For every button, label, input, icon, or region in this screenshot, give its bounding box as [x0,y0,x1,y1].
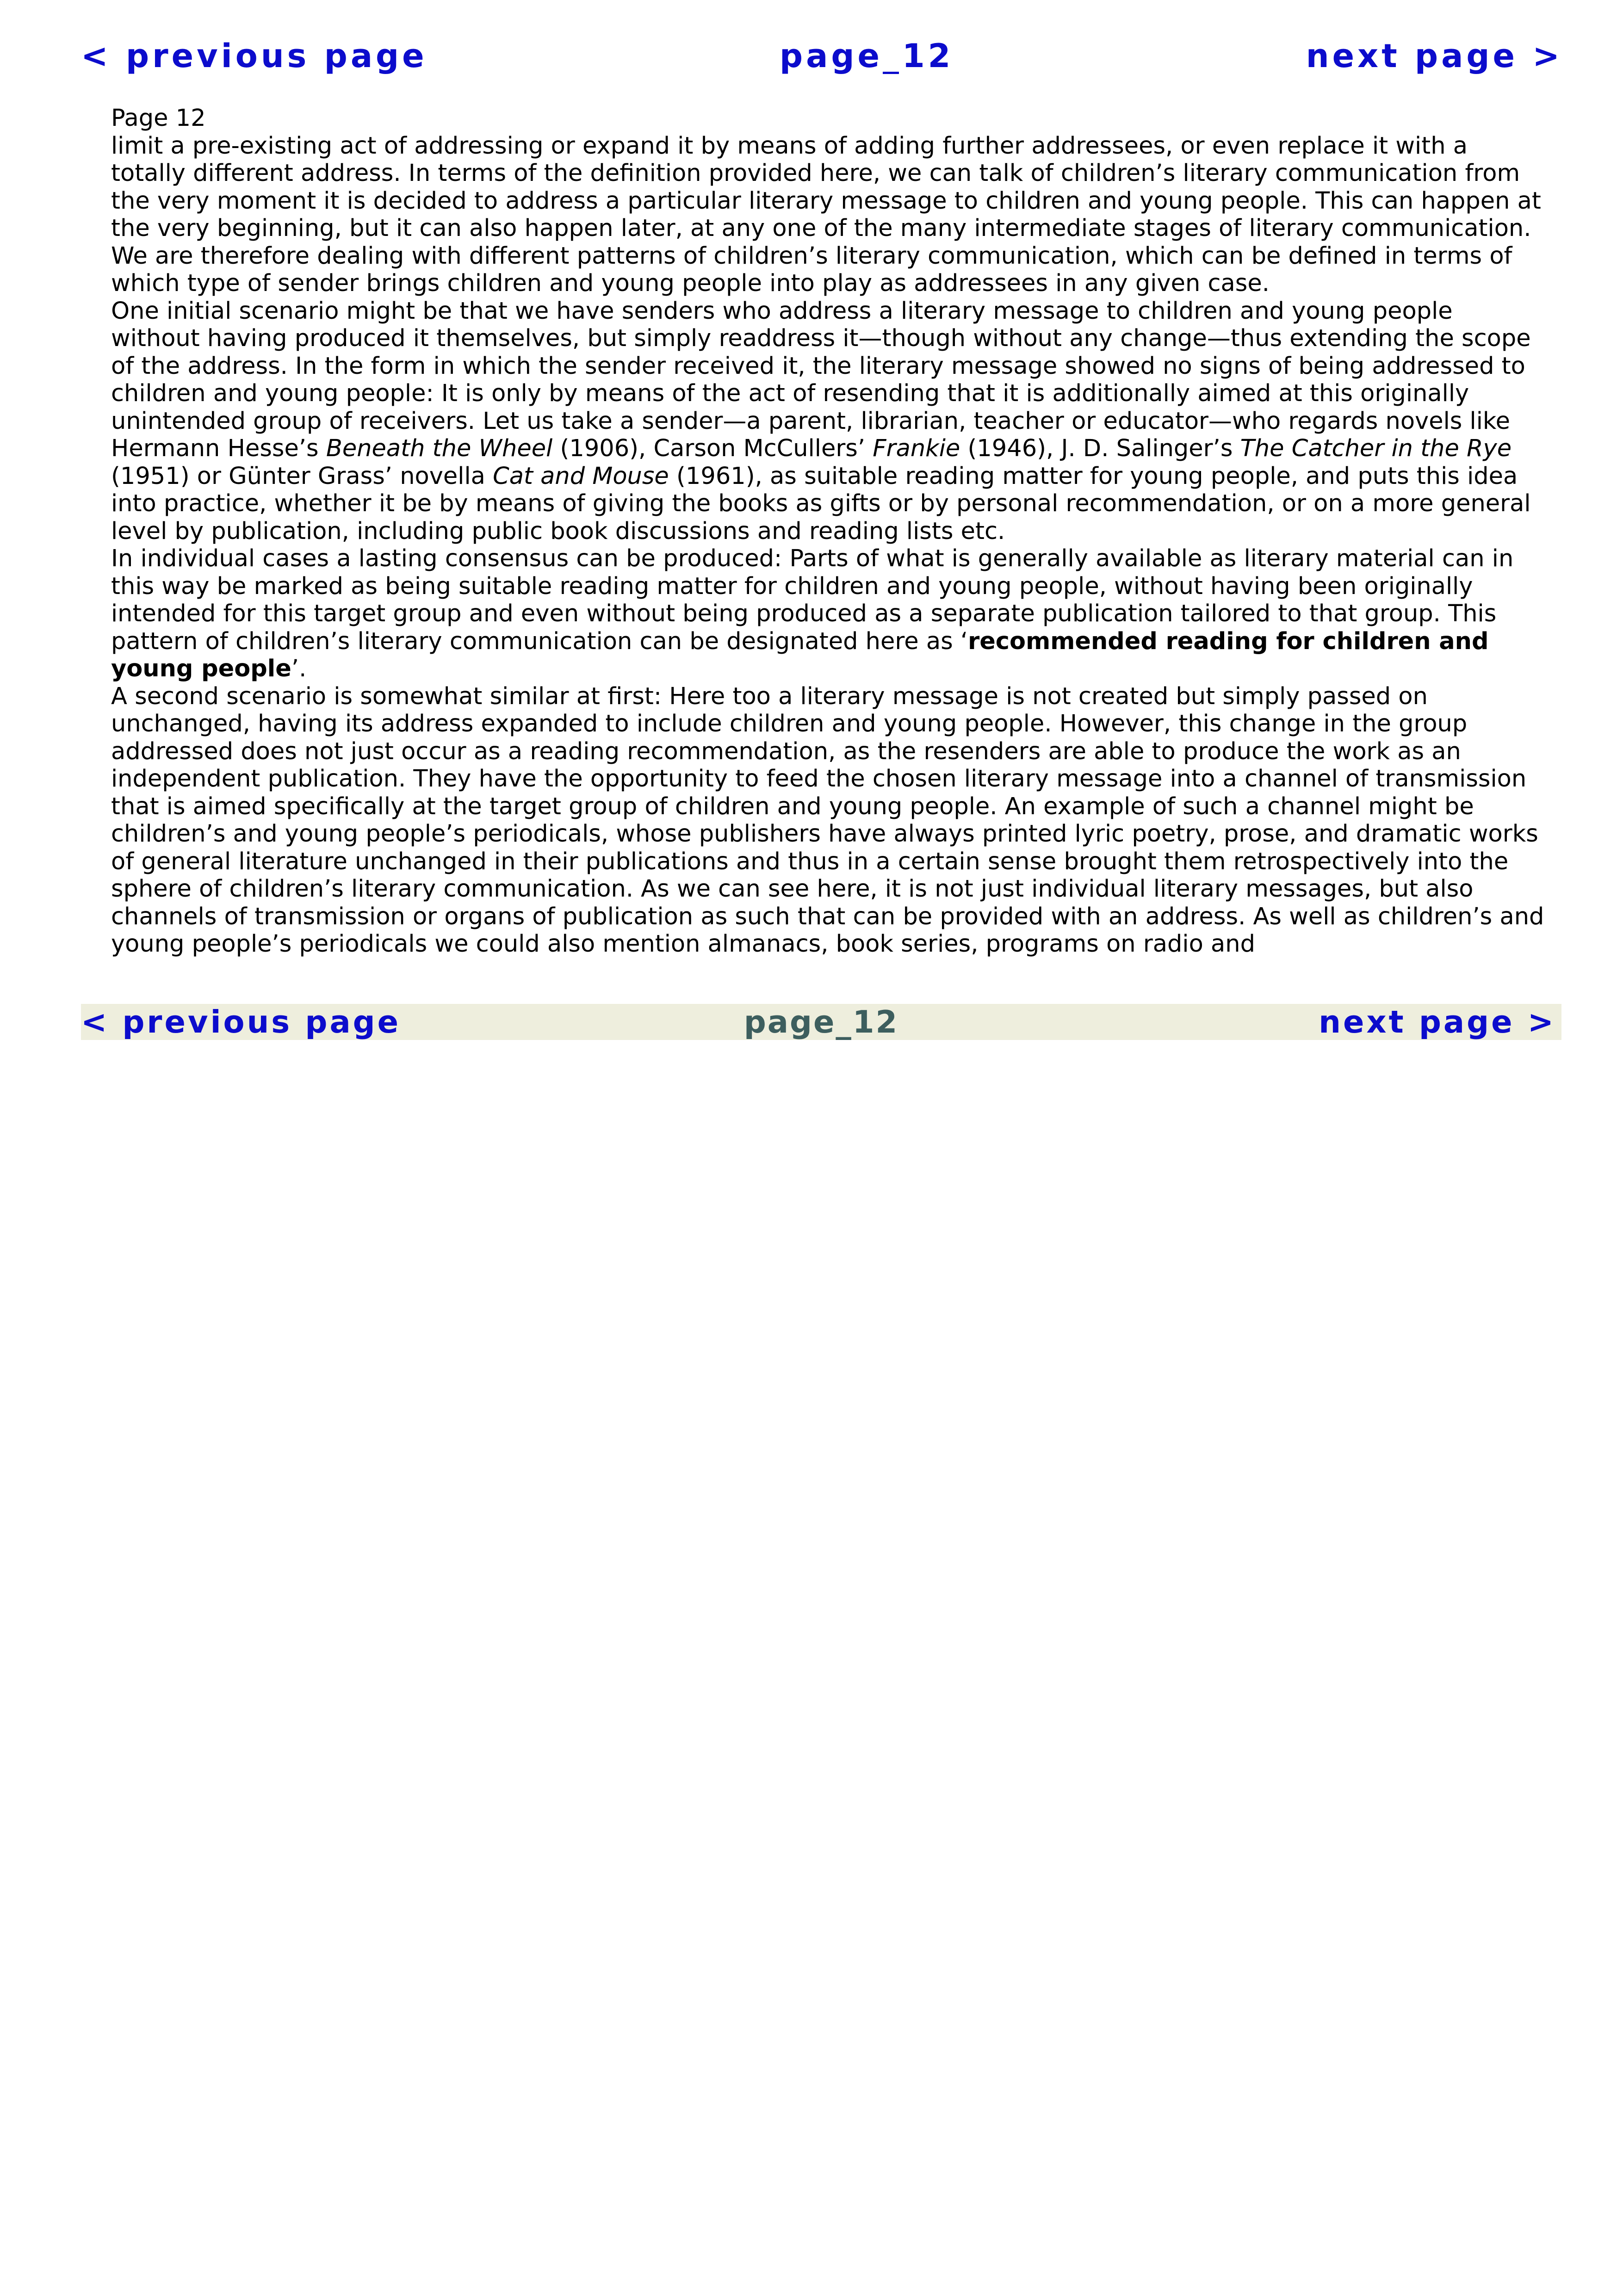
body-paragraph [111,545,1545,683]
current-page-label: page_12 [743,1004,899,1040]
previous-nav-bar-row [81,37,1563,74]
paragraph-text: limit a pre-existing act of addressing or expand it by means of adding further addressees, or even replace it with a totally different address. In terms of the definition provided here, we can talk of children’s literary communication from the very moment it is decided to address a particular literary message to children and young people. This can happen at the very beginning, but it can also happen later, at any one of the many intermediate stages of literary communication. We are therefore dealing with different patterns of children’s literary communication, which can be defined in terms of which type of sender brings children and young people into play as addressees in any given case. [111,132,1541,297]
paragraph-text: One initial scenario might be that we have senders who address a literary message to children and young people without having produced it themselves, but simply readdress it—though without any change—thus extending the scope of the address. In the form in which the sender received it, the literary message showed no signs of being addressed to children and young people: It is only by means of the act of resending that it is additionally aimed at this originally unintended group of receivers. Let us take a sender—a parent, librarian, teacher or educator—who regards novels like Hermann Hesse’s [111,297,1531,462]
paragraph-text: (1961), as suitable reading matter for young people, and puts this idea into practice, whether it be by means of giving the books as gifts or by personal recommendation, or on a more general level by publication, including public book discussions and reading lists etc. [111,462,1531,545]
paragraph-text: (1906), Carson McCullers’ [552,435,873,462]
italic-title: Frankie [873,435,960,462]
italic-title: Cat and Mouse [493,462,669,490]
body-paragraph [111,297,1545,545]
cut-current-label: page_12 [780,37,954,74]
page-number-label: Page 12 [111,105,206,132]
body-paragraph [111,683,1545,958]
italic-title: The Catcher in the Rye [1240,435,1512,462]
bold-term: recommended reading for children and young people [111,627,1489,682]
paragraph-text: In individual cases a lasting consensus can be produced: Parts of what is generally available as literary material can in this way be marked as being suitable reading matter for children and young people, without having been originally intended for this target group and even without being produced as a separate publication tailored to that group. This pattern of children’s literary communication can be designated here as ‘ [111,545,1514,655]
paragraph-text: (1946), J. D. Salinger’s [960,435,1240,462]
paragraph-text: A second scenario is somewhat similar at first: Here too a literary message is not created but simply passed on unchanged, having its address expanded to include children and young people. However, this change in the group addressed does not just occur as a reading recommendation, as the resenders are able to produce the work as an independent publication. They have the opportunity to feed the chosen literary message into a channel of transmission that is aimed specifically at the target group of children and young people. An example of such a channel might be children’s and young people’s periodicals, whose publishers have always printed lyric poetry, prose, and dramatic works of general literature unchanged in their publications and thus in a certain sense brought them retrospectively into the sphere of children’s literary communication. As we can see here, it is not just individual literary messages, but also channels of transmission or organs of publication as such that can be provided with an address. As well as children’s and young people’s periodicals we could also mention almanacs, book series, programs on radio and [111,682,1544,958]
italic-title: Beneath the Wheel [326,435,553,462]
body-paragraph [111,132,1545,297]
paragraphs [111,132,1545,958]
cut-next-link[interactable]: next page > [1306,37,1563,74]
previous-page-link[interactable]: < previous page [81,1004,401,1040]
cut-prev-link[interactable]: < previous page [81,37,427,74]
next-page-link[interactable]: next page > [1319,1004,1556,1040]
page-content [111,105,1545,958]
paragraph-text: ’. [291,655,307,682]
paragraph-text: (1951) or Günter Grass’ novella [111,462,493,490]
page-navigation-bar [81,1004,1561,1040]
previous-nav-bar-cut-off [0,0,1623,74]
